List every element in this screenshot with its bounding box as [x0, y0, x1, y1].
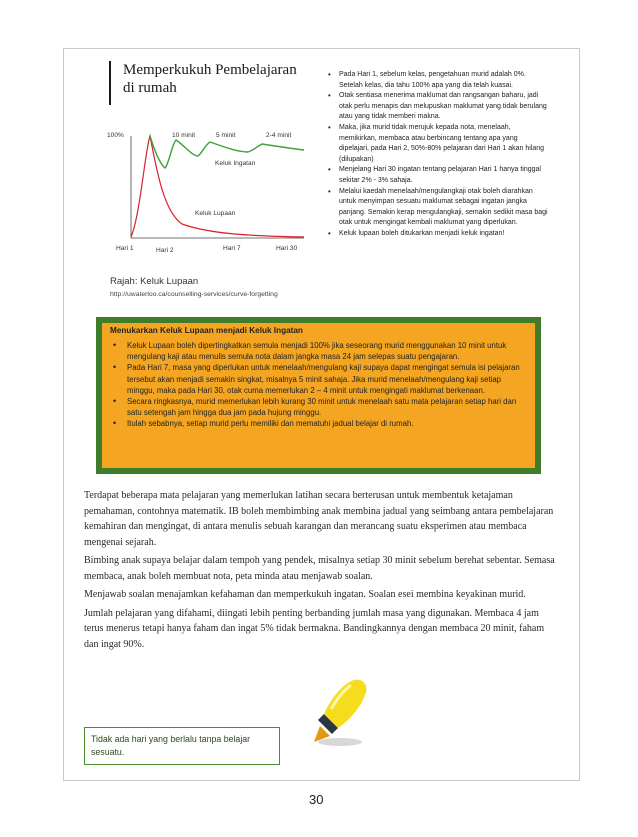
tip-item: • Itulah sebabnya, setiap murid perlu memiliki dan mematuhi jadual belajar di rumah.: [110, 418, 529, 429]
y-label-100: 100%: [107, 132, 124, 139]
note-item: • Maka, jika murid tidak merujuk kepada nota, menelaah, memikirkan, membaca atau berbincang tentang apa yang dipelajari, pada Hari 2, 50%-80% pelajaran dari Hari 1 akan hilang (dilupakan): [328, 123, 548, 165]
chart-source-url: http://uwaterloo.ca/counselling-services/curve-forgetting: [110, 291, 278, 298]
title-line-2: di rumah: [123, 80, 177, 96]
tip-item: • Pada Hari 7, masa yang diperlukan untuk menelaah/mengulang kaji supaya dapat mengingat semula isi pelajaran tersebut akan menjadi semakin singkat, misalnya 5 minit sahaja. Jika murid menelaah/mengulang kaji setiap minggu, maka pada Hari 30, otak cuma memerlukan 2 – 4 minit untuk mengingati maklumat berkenaan.: [110, 362, 529, 396]
tips-panel: [102, 323, 535, 468]
body-paragraph: Terdapat beberapa mata pelajaran yang memerlukan latihan secara berterusan untuk membentuk ketajaman pemahaman, contohnya matematik. IB boleh membimbing anak membina jadual yang seimbang antara pembelajaran kemahiran dan mengingat, di antara menulis sebuah karangan dan merancang suatu eksperimen atau membaca mengenai sejarah.: [84, 490, 554, 548]
retention-curve-label: Keluk Ingatan: [215, 160, 256, 167]
forgetting-curve-label: Keluk Lupaan: [195, 210, 236, 217]
tips-list: [110, 340, 529, 430]
tip-item: • Keluk Lupaan boleh dipertingkatkan semula menjadi 100% jika seseorang murid menggunakan 10 minit untuk mengulang kaji atau menulis semula nota dalam jangka masa 24 jam selepas suatu pengajaran.: [110, 340, 529, 362]
interval-label-3: 2-4 minit: [266, 132, 292, 139]
highlighter-shadow: [318, 738, 362, 746]
x-label-day-1: Hari 1: [116, 245, 134, 252]
tips-heading: Menukarkan Keluk Lupaan menjadi Keluk Ingatan: [110, 326, 303, 335]
body-text: [84, 488, 558, 655]
note-item: • Pada Hari 1, sebelum kelas, pengetahuan murid adalah 0%. Setelah kelas, dia tahu 100% apa yang dia telah kuasai.: [328, 70, 548, 91]
interval-label-2: 5 minit: [216, 132, 236, 139]
highlighter-icon: [310, 676, 372, 748]
title-line-1: Memperkukuh Pembelajaran: [123, 62, 297, 78]
forgetting-curve-notes: [328, 70, 548, 240]
forgetting-curve-chart: [100, 126, 306, 258]
note-item: • Menjelang Hari 30 ingatan tentang pelajaran Hari 1 hanya tinggal sekitar 2% - 3% sahaja.: [328, 165, 548, 186]
motto-note: Tidak ada hari yang berlalu tanpa belajar sesuatu.: [84, 727, 280, 765]
page-number: 30: [309, 792, 324, 807]
body-paragraph: Menjawab soalan menajamkan kefahaman dan memperkukuh ingatan. Soalan esei membina keyakinan murid.: [84, 589, 526, 600]
section-title: [109, 61, 311, 105]
chart-caption: Rajah: Keluk Lupaan: [110, 276, 199, 287]
note-item: • Keluk lupaan boleh ditukarkan menjadi keluk ingatan!: [328, 229, 548, 240]
body-paragraph: Jumlah pelajaran yang difahami, diingati lebih penting berbanding jumlah masa yang digunakan. Membaca 4 jam terus menerus tetapi hanya faham dan ingat 5% tidak bermakna. Bandingkannya dengan membaca 20 minit, faham dan ingat 90%.: [84, 607, 545, 650]
body-paragraph: Bimbing anak supaya belajar dalam tempoh yang pendek, misalnya setiap 30 minit sebelum berehat sebentar. Semasa membaca, anak boleh membuat nota, peta minda atau menjawab soalan.: [84, 555, 555, 582]
tips-box: [96, 317, 541, 474]
note-item: • Otak sentiasa menerima maklumat dan rangsangan baharu, jadi otak perlu menapis dan melupuskan maklumat yang tidak berulang atau yang tidak memberi makna.: [328, 91, 548, 123]
forgetting-curve-line: [131, 136, 304, 237]
note-item: • Melalui kaedah menelaah/mengulangkaji otak boleh diarahkan untuk menyimpan sesuatu maklumat sebagai ingatan jangka panjang. Semakin kerap mengulangkaji, semakin sedikit masa bagi otak untuk mengingat kembali maklumat yang diperlukan.: [328, 187, 548, 229]
interval-label-1: 10 minit: [172, 132, 196, 139]
x-label-day-2: Hari 2: [156, 247, 174, 254]
tip-item: • Secara ringkasnya, murid memerlukan lebih kurang 30 minit untuk menelaah satu mata pelajaran setiap hari dan satu setengah jam hingga dua jam pada hujung minggu.: [110, 396, 529, 418]
x-label-day-30: Hari 30: [276, 245, 298, 252]
highlighter-svg: [310, 676, 372, 748]
x-label-day-7: Hari 7: [223, 245, 241, 252]
chart-svg: [100, 126, 306, 258]
